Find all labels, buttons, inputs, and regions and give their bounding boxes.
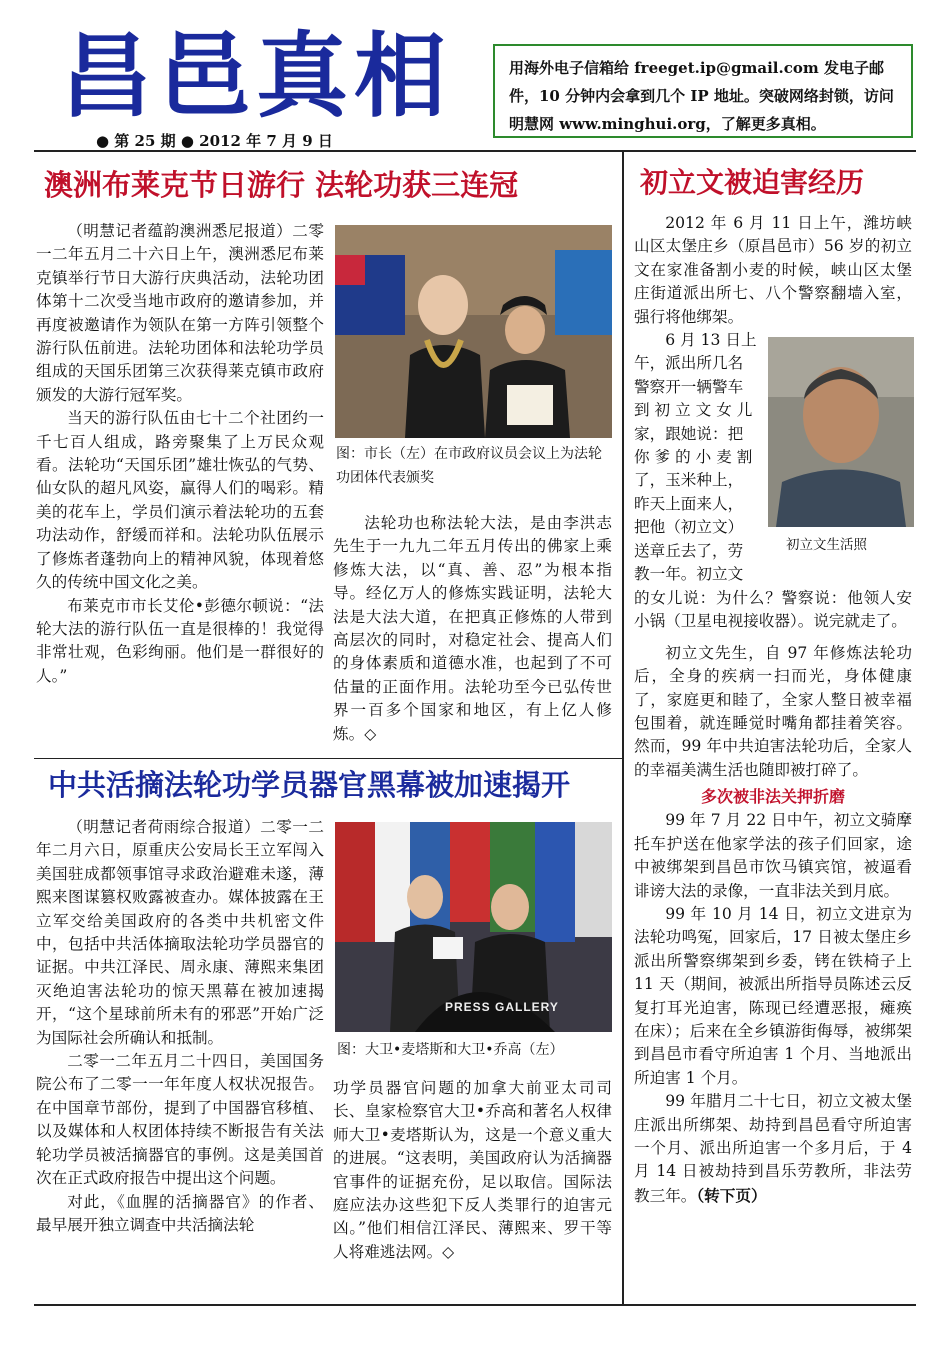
article2-right-column [333, 1077, 612, 1264]
article2-paragraph: 二零一二年五月二十四日，美国国务院公布了二零一一年年度人权状况报告。在中国章节部份，提到了中国器官移植、以及媒体和人权团体持续不断报告有关法轮功学员被活摘器官的事例。这是美国首次在正式政府报告中提出这个问题。 [36, 1052, 324, 1188]
column-divider [622, 152, 624, 1304]
article1-caption: 图：市长（左）在市政府议员会议上为法轮功团体代表颁奖 [336, 446, 602, 486]
article3-wrap-text [634, 329, 760, 586]
article2-left-column [36, 816, 324, 1237]
article-divider [34, 758, 622, 759]
article3-headline: 初立文被迫害经历 [640, 166, 865, 199]
article2-paragraph: （明慧记者荷雨综合报道）二零一二年二月六日，原重庆公安局长王立军闯入美国驻成都领事馆寻求政治避难未遂，薄熙来图谋篡权败露被查办。媒体披露在王立军交给美国政府的各类中共机密文件中，包括中共活体摘取法轮功学员器官的证据。中共江泽民、周永康、薄熙来集团灭绝迫害法轮功的惊天黑幕在被加速揭开，“这个星球前所未有的邪恶”开始广泛为国际社会所确认和抵制。 [36, 818, 324, 1047]
article3-column [634, 212, 912, 1208]
wrap-line: 到 初 立 文 女 儿 [634, 401, 753, 420]
wrap-line: 把他（初立文） [634, 518, 744, 537]
mayor-award-photo [335, 225, 612, 438]
wrap-line: 昨天上面来人， [634, 494, 744, 513]
press-conference-photo [335, 822, 612, 1032]
continued-link[interactable]: （转下页） [696, 1185, 767, 1205]
article1-paragraph: 当天的游行队伍由七十二个社团约一千七百人组成，路旁聚集了上万民众观看。法轮功“天国乐团”雄壮恢弘的气势、仙女队的超凡风姿，赢得人们的喝彩。精美的花车上，学员们演示着法轮功的五套功法动作，舒缓而祥和。法轮功队伍展示了修炼者蓬勃向上的精神风貌，体现着悠久的传统中国文化之美。 [36, 409, 324, 592]
article3-paragraph: 99 年 7 月 22 日中午，初立文骑摩托车护送在他家学法的孩子们回家，途中被绑架到昌邑市饮马镇宾馆，被逼看诽谤大法的录像，一直非法关到月底。 [634, 811, 912, 900]
wrap-line: 你 爹 的 小 麦 割 [634, 448, 753, 467]
article2-caption: 图：大卫•麦塔斯和大卫•乔高（左） [337, 1042, 564, 1058]
wrap-line: 午，派出所几名 [634, 354, 744, 373]
article1-left-column [36, 220, 324, 688]
notice-box [493, 44, 913, 138]
article1-paragraph: （明慧记者蕴韵澳洲悉尼报道）二零一二年五月二十六日上午，澳洲悉尼布莱克镇举行节日大游行庆典活动，法轮功团体第十二次受当地市政府的邀请参加，并再度被邀请作为领队在第一方阵引领整个游行队伍前进。法轮功团体和法轮功学员组成的天国乐团第三次获得莱克镇市政府颁发的大游行冠军奖。 [36, 222, 324, 404]
article3-wrap-block [634, 329, 912, 587]
portrait-photo [768, 337, 914, 527]
mayor-award-illustration [335, 225, 612, 438]
wrap-line: 了，玉米种上， [634, 471, 744, 490]
article3-paragraph: 99 年 10 月 14 日，初立文进京为法轮功鸣冤，回家后，17 日被太堡庄乡派出所警察绑架到乡委，铐在铁椅子上 11 天（期间，被派出所指导员陈述云反复打耳光迫害，陈现已经遭恶报，瘫痪在床）；后来在全乡镇游街侮辱，被绑架到昌邑市看守所迫害 1 个月、当地派出所迫害 1 个月。 [634, 904, 912, 1087]
issue-line: ● 第 25 期 ● 2012 年 7 月 9 日 [96, 132, 333, 150]
article2-paragraph: 对此，《血腥的活摘器官》的作者、最早展开独立调查中共活摘法轮 [36, 1192, 324, 1234]
top-rule [34, 150, 916, 152]
notice-text: 用海外电子信箱给 freeget.ip@gmail.com 发电子邮件，10 分钟内会拿到几个 IP 地址。突破网络封锁，访问明慧网 www.minghui.org，了解更多真相。 [509, 59, 894, 133]
podium-text: PRESS GALLERY [445, 1000, 559, 1014]
wrap-line: 送章丘去了，劳 [634, 541, 744, 560]
article3-paragraph: 2012 年 6 月 11 日上午，潍坊峡山区太堡庄乡（原昌邑市）56 岁的初立文在家准备割小麦的时候，峡山区太堡庄街道派出所七、八个警察翻墙入室，强行将他绑架。 [634, 214, 912, 326]
wrap-line: 教一年。初立文 [634, 565, 744, 584]
article2-headline: 中共活摘法轮功学员器官黑幕被加速揭开 [48, 768, 571, 802]
article3-caption: 初立文生活照 [786, 537, 867, 554]
wrap-line: 家，跟她说：把 [634, 424, 744, 443]
article3-paragraph: 的女儿说：为什么？警察说：他领人安小锅（卫星电视接收器）。说完就走了。 [634, 589, 912, 631]
article3-paragraph: 初立文先生，自 97 年修炼法轮功后，全身的疾病一扫而光，身体健康了，家庭更和睦了，全家人整日被幸福包围着，就连睡觉时嘴角都挂着笑容。然而，99 年中共迫害法轮功后，全家人的幸福美满生活也随即被打碎了。 [634, 643, 912, 779]
portrait-illustration [768, 337, 914, 527]
article1-headline: 澳洲布莱克节日游行 法轮功获三连冠 [44, 168, 519, 202]
article1-paragraph: 布莱克市市长艾伦•彭德尔顿说：“法轮大法的游行队伍一直是很棒的！我觉得非常壮观，色彩绚丽。他们是一群很好的人。” [36, 596, 324, 685]
article1-paragraph: 法轮功也称法轮大法，是由李洪志先生于一九九二年五月传出的佛家上乘修炼大法，以“真、善、忍”为根本指导。经亿万人的修炼实践证明，法轮大法是大法大道，在把真正修炼的人带到高层次的同时，对稳定社会、提高人们的身体素质和道德水准，也起到了不可估量的正面作用。法轮功至今已弘传世界一百多个国家和地区，有上亿人修炼。◇ [333, 514, 612, 743]
article3-paragraph-text: 99 年腊月二十七日，初立文被太堡庄派出所绑架、劫持到昌邑看守所迫害一个月、派出所迫害一个多月后，于 4 月 14 日被劫持到昌乐劳教所，非法劳教三年。 [634, 1092, 912, 1205]
article2-paragraph: 功学员器官问题的加拿大前亚太司司长、皇家检察官大卫•乔高和著名人权律师大卫•麦塔斯认为，这是一个意义重大的进展。“这表明，美国政府认为活摘器官事件的证据充份，足以取信。国际法庭应法办这些犯下反人类罪行的迫害元凶。”他们相信江泽民、薄熙来、罗干等人将难逃法网。◇ [333, 1079, 612, 1261]
article1-right-column [333, 512, 612, 746]
masthead-title: 昌邑真相 [60, 22, 453, 130]
wrap-line: 警察开一辆警车 [634, 377, 744, 396]
bottom-rule [34, 1304, 916, 1306]
article3-subhead: 多次被非法关押折磨 [700, 787, 845, 807]
article3-paragraph [634, 1090, 912, 1208]
wrap-line: 6 月 13 日上 [665, 331, 757, 350]
